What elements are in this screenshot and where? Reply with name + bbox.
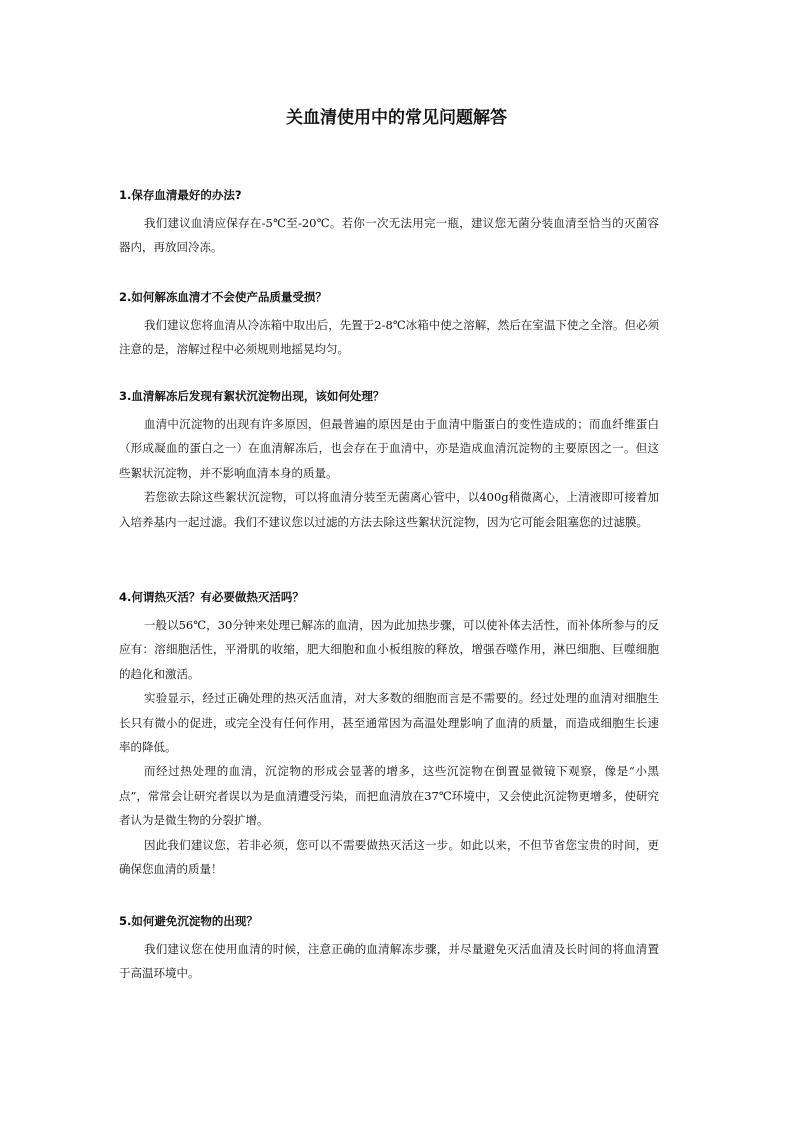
answer-paragraph: 一般以56℃，30分钟来处理已解冻的血清，因为此加热步骤，可以使补体去活性，而补体所参与的反应有：溶细胞活性，平滑肌的收缩，肥大细胞和血小板组胺的释放，增强吞噬作用，淋巴细胞、巨噬细胞的趋化和激活。: [119, 618, 659, 681]
question-heading: 4.何谓热灭活？有必要做热灭活吗？: [119, 590, 304, 604]
answer-paragraph: 而经过热处理的血清，沉淀物的形成会显著的增多，这些沉淀物在倒置显微镜下观察，像是“小黑点”，常常会让研究者误以为是血清遭受污染，而把血清放在37℃环境中，又会使此沉淀物更增多，使研究者认为是微生物的分裂扩增。: [119, 764, 659, 828]
faq-section-4: [119, 589, 659, 881]
answer-paragraph: 因此我们建议您，若非必须，您可以不需要做热灭活这一步。如此以来，不但节省您宝贵的时间，更确保您血清的质量！: [119, 837, 659, 877]
answer-paragraph: 我们建议血清应保存在-5℃至-20℃。若你一次无法用完一瓶，建议您无菌分装血清至恰当的灭菌容器内，再放回冷冻。: [119, 216, 659, 255]
question-heading: 2.如何解冻血清才不会使产品质量受损？: [119, 290, 327, 304]
question-heading: 3.血清解冻后发现有絮状沉淀物出现，该如何处理？: [119, 389, 385, 403]
document-title: 关血清使用中的常见问题解答: [286, 108, 507, 128]
faq-section-5: [119, 913, 659, 986]
question-heading: 1.保存血清最好的办法?: [119, 188, 242, 202]
answer-paragraph: 我们建议您将血清从冷冻箱中取出后，先置于2-8℃冰箱中使之溶解，然后在室温下使之全溶。但必须注意的是，溶解过程中必须规则地摇晃均匀。: [119, 318, 659, 357]
faq-section-1: [119, 187, 659, 260]
faq-section-2: [119, 289, 659, 362]
answer-paragraph: 我们建议您在使用血清的时候，注意正确的血清解冻步骤，并尽量避免灭活血清及长时间的将血清置于高温环境中。: [119, 942, 659, 981]
answer-paragraph: 血清中沉淀物的出现有许多原因，但最普遍的原因是由于血清中脂蛋白的变性造成的；而血纤维蛋白（形成凝血的蛋白之一）在血清解冻后，也会存在于血清中，亦是造成血清沉淀物的主要原因之一。但这些絮状沉淀物，并不影响血清本身的质量。: [119, 417, 659, 480]
faq-section-3: [119, 388, 659, 534]
answer-paragraph: 实验显示，经过正确处理的热灭活血清，对大多数的细胞而言是不需要的。经过处理的血清对细胞生长只有微小的促进，或完全没有任何作用，甚至通常因为高温处理影响了血清的质量，而造成细胞生长速率的降低。: [119, 691, 659, 755]
answer-paragraph: 若您欲去除这些絮状沉淀物，可以将血清分装至无菌离心管中，以400g稍微离心，上清液即可接着加入培养基内一起过滤。我们不建议您以过滤的方法去除这些絮状沉淀物，因为它可能会阻塞您的过滤膜。: [119, 490, 659, 529]
question-heading: 5.如何避免沉淀物的出现？: [119, 914, 258, 928]
